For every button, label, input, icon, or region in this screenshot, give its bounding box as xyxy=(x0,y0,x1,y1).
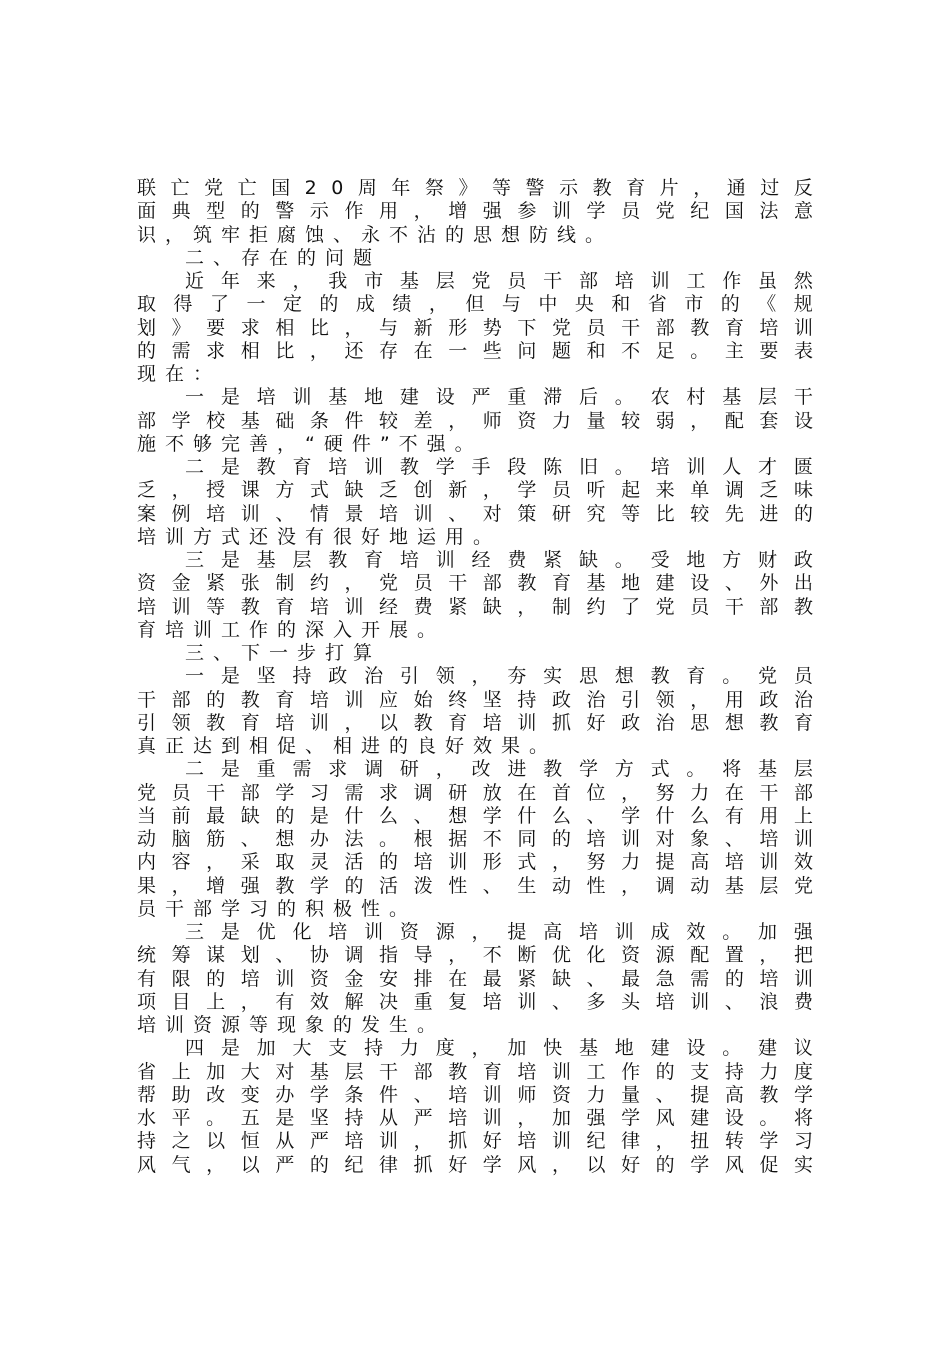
text-line: 二、存在的问题 xyxy=(185,246,382,269)
text-line: 水 平 。 五 是 坚 持 从 严 培 训 ， 加 强 学 风 建 设 。 将 xyxy=(137,1107,813,1129)
text-line: 持 之 以 恒 从 严 培 训 ， 抓 好 培 训 纪 律 ， 扭 转 学 习 xyxy=(137,1130,813,1153)
text-line: 内 容 ， 采 取 灵 活 的 培 训 形 式 ， 努 力 提 高 培 训 效 xyxy=(137,851,813,874)
text-line: 有 限 的 培 训 资 金 安 排 在 最 紧 缺 、 最 急 需 的 培 训 xyxy=(137,967,813,990)
text-line: 干 部 的 教 育 培 训 应 始 终 坚 持 政 治 引 领 ， 用 政 治 xyxy=(137,688,813,711)
text-line: 划 》 要 求 相 比 ， 与 新 形 势 下 党 员 干 部 教 育 培 训 xyxy=(137,316,813,339)
text-line: 三 是 基 层 教 育 培 训 经 费 紧 缺 。 受 地 方 财 政 xyxy=(185,549,813,571)
text-line: 培 训 等 教 育 培 训 经 费 紧 缺 ， 制 约 了 党 员 干 部 教 xyxy=(137,595,813,618)
text-line: 果 ， 增 强 教 学 的 活 泼 性 、 生 动 性 ， 调 动 基 层 党 xyxy=(137,874,813,897)
text-line: 省 上 加 大 对 基 层 干 部 教 育 培 训 工 作 的 支 持 力 度 xyxy=(137,1060,813,1083)
text-line: 二 是 教 育 培 训 教 学 手 段 陈 旧 。 培 训 人 才 匮 xyxy=(185,456,813,478)
text-line: 识，筑牢拒腐蚀、永不沾的思想防线。 xyxy=(137,223,614,246)
text-line: 的 需 求 相 比 ， 还 存 在 一 些 问 题 和 不 足 。 主 要 表 xyxy=(137,339,813,362)
text-line: 联 亡 党 亡 国 2 0 周 年 祭 》 等 警 示 教 育 片 ， 通 过 反 xyxy=(137,177,813,199)
text-line: 部 学 校 基 础 条 件 较 差 ， 师 资 力 量 较 弱 ， 配 套 设 xyxy=(137,409,813,432)
text-line: 真正达到相促、相进的良好效果。 xyxy=(137,735,558,757)
text-line: 现在： xyxy=(137,363,222,385)
text-line: 一 是 培 训 基 地 建 设 严 重 滞 后 。 农 村 基 层 干 xyxy=(185,386,813,409)
text-line: 项 目 上 ， 有 效 解 决 重 复 培 训 、 多 头 培 训 、 浪 费 xyxy=(137,990,813,1013)
text-line: 帮 助 改 变 办 学 条 件 、 培 训 师 资 力 量 、 提 高 教 学 xyxy=(137,1083,813,1106)
text-line: 风 气 ， 以 严 的 纪 律 抓 好 学 风 ， 以 好 的 学 风 促 实 xyxy=(137,1153,813,1176)
text-line: 一 是 坚 持 政 治 引 领 ， 夯 实 思 想 教 育 。 党 员 xyxy=(185,665,813,688)
text-line: 当 前 最 缺 的 是 什 么 、 想 学 什 么 、 学 什 么 有 用 上 xyxy=(137,804,813,827)
text-line: 三、下一步打算 xyxy=(185,642,382,664)
text-line: 引 领 教 育 培 训 ， 以 教 育 培 训 抓 好 政 治 思 想 教 育 xyxy=(137,711,813,734)
text-line: 乏 ， 授 课 方 式 缺 乏 创 新 ， 学 员 听 起 来 单 调 乏 味 xyxy=(137,479,813,502)
text-line: 二 是 重 需 求 调 研 ， 改 进 教 学 方 式 。 将 基 层 xyxy=(185,758,813,781)
text-line: 员干部学习的积极性。 xyxy=(137,897,418,920)
text-line: 资 金 紧 张 制 约 ， 党 员 干 部 教 育 基 地 建 设 、 外 出 xyxy=(137,572,813,595)
text-line: 育培训工作的深入开展。 xyxy=(137,618,446,641)
text-line: 案 例 培 训 、 情 景 培 训 、 对 策 研 究 等 比 较 先 进 的 xyxy=(137,502,813,525)
text-line: 动 脑 筋 、 想 办 法 。 根 据 不 同 的 培 训 对 象 、 培 训 xyxy=(137,828,813,850)
text-line: 取 得 了 一 定 的 成 绩 ， 但 与 中 央 和 省 市 的 《 规 xyxy=(137,293,813,316)
text-line: 三 是 优 化 培 训 资 源 ， 提 高 培 训 成 效 。 加 强 xyxy=(185,921,813,943)
text-line: 面 典 型 的 警 示 作 用 ， 增 强 参 训 学 员 党 纪 国 法 意 xyxy=(137,200,813,223)
text-line: 培训资源等现象的发生。 xyxy=(137,1014,446,1036)
text-line: 统 筹 谋 划 、 协 调 指 导 ， 不 断 优 化 资 源 配 置 ， 把 xyxy=(137,944,813,967)
body-text xyxy=(137,177,813,1177)
text-line: 四 是 加 大 支 持 力 度 ， 加 快 基 地 建 设 。 建 议 xyxy=(185,1037,813,1060)
text-line: 培训方式还没有很好地运用。 xyxy=(137,525,502,548)
text-line: 施不够完善，“硬件”不强。 xyxy=(137,432,483,455)
text-line: 党 员 干 部 学 习 需 求 调 研 放 在 首 位 ， 努 力 在 干 部 xyxy=(137,781,813,804)
text-line: 近 年 来 ， 我 市 基 层 党 员 干 部 培 训 工 作 虽 然 xyxy=(185,270,813,292)
